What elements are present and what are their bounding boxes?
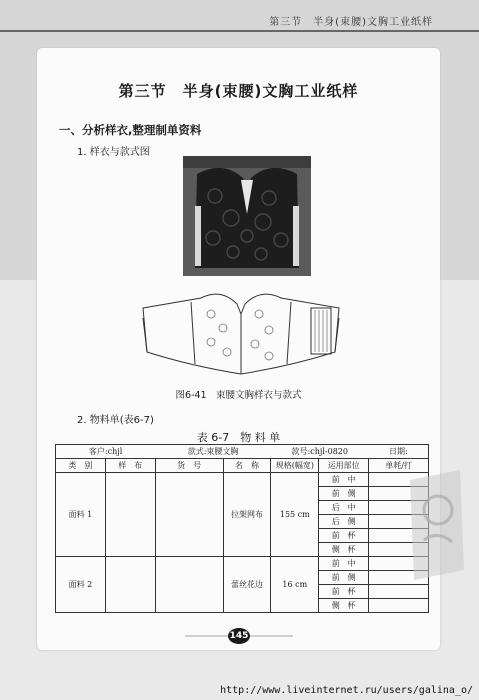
header-swatch: 样 布	[105, 459, 155, 473]
header-item-no: 货 号	[155, 459, 223, 473]
publisher-watermark-logo	[400, 470, 470, 580]
row1-category: 面料 1	[56, 473, 106, 557]
row2-part: 前 侧	[319, 571, 369, 585]
row2-part: 前 中	[319, 557, 369, 571]
row1-item-no	[155, 473, 223, 557]
row1-spec: 155 cm	[271, 473, 319, 557]
row2-part: 前 杯	[319, 585, 369, 599]
subsection-sample-heading: 1. 样衣与款式图	[77, 147, 150, 158]
header-category: 类 别	[56, 459, 106, 473]
row1-name: 拉架网布	[223, 473, 271, 557]
table-info-row	[56, 445, 429, 459]
row1-part: 侧 杯	[319, 543, 369, 557]
header-consumption: 单耗/打	[369, 459, 429, 473]
page-title: 第三节 半身(束腰)文胸工业纸样	[118, 82, 359, 100]
bra-style-sketch	[141, 284, 341, 378]
row2-category: 面料 2	[56, 557, 106, 613]
row2-name: 蕾丝花边	[223, 557, 271, 613]
header-spec: 规格(幅宽)	[271, 459, 319, 473]
style-number-cell: 款号:chjl-0820	[271, 445, 369, 459]
figure-caption: 图6-41 束腰文胸样衣与款式	[175, 390, 302, 401]
table-caption: 表 6-7 物 料 单	[196, 431, 281, 444]
row2-part: 侧 杯	[319, 599, 369, 613]
running-header: 第三节 半身(束腰)文胸工业纸样	[269, 17, 433, 28]
row1-part: 后 侧	[319, 515, 369, 529]
row1-part: 前 中	[319, 473, 369, 487]
row1-part: 后 中	[319, 501, 369, 515]
row2-item-no	[155, 557, 223, 613]
row2-spec: 16 cm	[271, 557, 319, 613]
row1-part: 前 侧	[319, 487, 369, 501]
row1-part: 前 杯	[319, 529, 369, 543]
row2-swatch	[105, 557, 155, 613]
materials-table	[55, 444, 429, 613]
subsection-materials-heading: 2. 物料单(表6-7)	[77, 415, 154, 426]
style-cell: 款式:束腰文胸	[155, 445, 271, 459]
source-url: http://www.liveinternet.ru/users/galina_o/	[220, 685, 473, 696]
table-row	[56, 473, 429, 487]
book-page	[37, 48, 440, 650]
date-cell: 日期:	[369, 445, 429, 459]
header-parts: 运用部位	[319, 459, 369, 473]
bra-sample-photo	[183, 156, 311, 276]
table-row	[56, 557, 429, 571]
table-header-row	[56, 459, 429, 473]
page-number: 145	[228, 628, 250, 644]
header-rule	[0, 30, 479, 32]
client-cell: 客户:chjl	[56, 445, 156, 459]
section-heading: 一、分析样衣,整理制单资料	[59, 123, 202, 137]
row1-swatch	[105, 473, 155, 557]
header-name: 名 称	[223, 459, 271, 473]
